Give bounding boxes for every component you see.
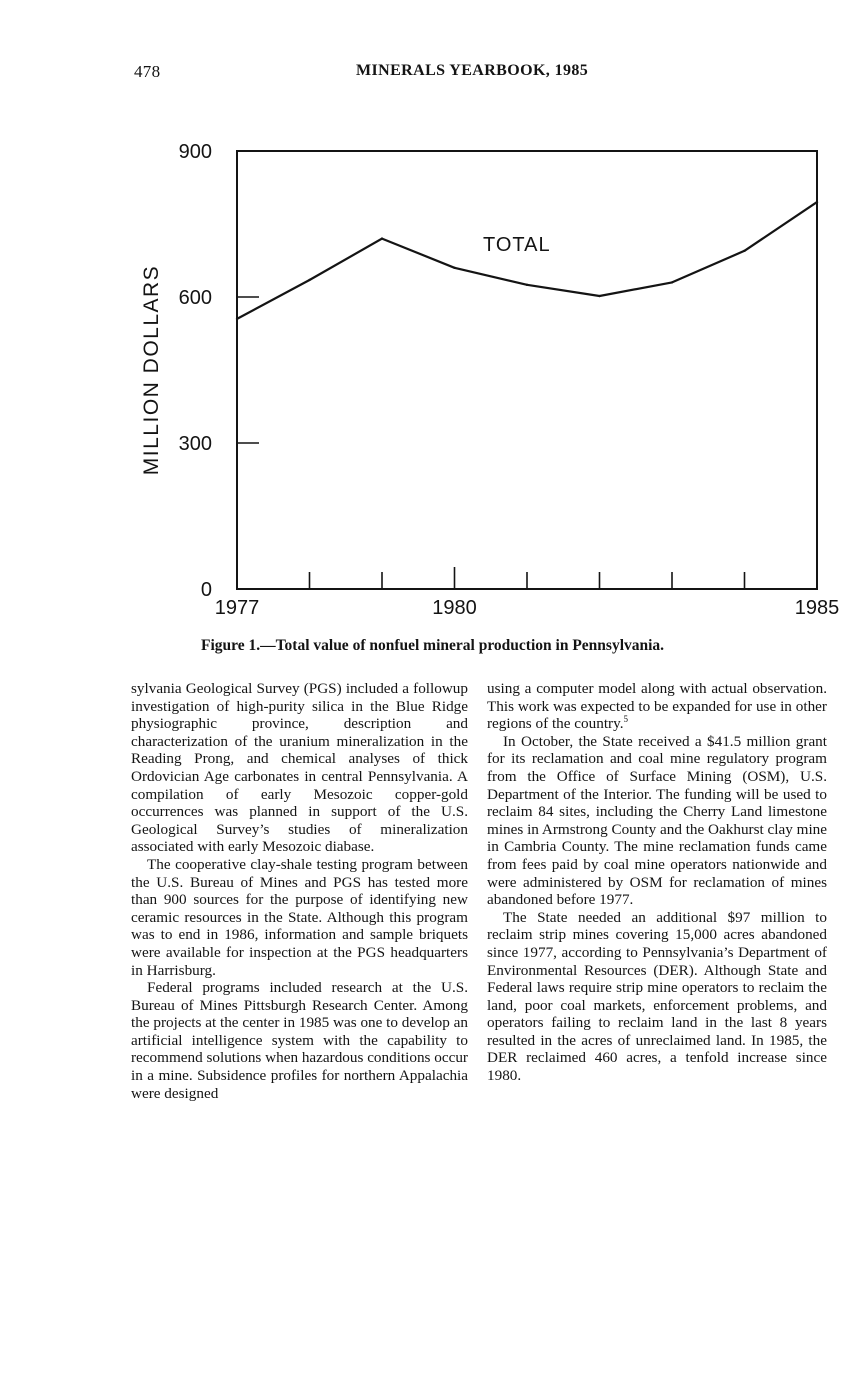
data-point [743, 250, 745, 252]
series-points [236, 201, 818, 320]
paragraph: The cooperative clay-shale testing program between the U.S. Bureau of Mines and PGS has tested more than 900 sources for the purpose of identifying new ceramic resources in the State. Although this program was to end in 1986, information and sample briquets were available for inspection at the PGS headquarters in Harrisburg. [131, 855, 468, 979]
paragraph: Federal programs included research at the U.S. Bureau of Mines Pittsburgh Research Center. Among the projects at the center in 1985 was one to develop an artificial intelligence system with the capability to recommend solutions when hazardous conditions occur in a mine. Subsidence profiles for northern Appalachia were designed [131, 979, 468, 1102]
y-axis-ticks [179, 141, 259, 601]
paragraph [487, 680, 827, 733]
data-point [236, 318, 238, 320]
y-tick-label: 900 [178, 141, 212, 163]
paragraph: sylvania Geological Survey (PGS) included a followup investigation of high-purity silica in the Blue Ridge physiographic province, description and characterization of the uranium mineralization in the Reading Prong, and chemical analyses of thick Ordovician Age carbonates in central Pennsylvania. A compilation of early Mesozoic copper-gold occurrences was planned in support of the U.S. Geological Survey’s studies of mineralization associated with early Mesozoic diabase. [131, 680, 468, 856]
paragraph: In October, the State received a $41.5 million grant for its reclamation and coal mine regulatory program from the Office of Surface Mining (OSM), U.S. Department of the Interior. The funding will be used to reclaim 84 sites, including the Cherry Land limestone mines in Armstrong County and the Oakhurst clay mine in Cambria County. The mine reclamation funds came from fees paid by coal mine operators nationwide and were administered by OSM for reclamation of mines abandoned before 1977. [487, 732, 827, 909]
y-axis-label: MILLION DOLLARS [140, 264, 163, 476]
footnote-marker: 5 [623, 714, 629, 725]
x-tick-label: 1980 [432, 597, 477, 619]
x-axis-ticks [215, 567, 840, 619]
y-tick-label: 600 [178, 287, 212, 309]
paragraph: The State needed an additional $97 million to reclaim strip mines covering 15,000 acres abandoned since 1977, according to Pennsylvania’s Department of Environmental Resources (DER). Although State and Federal laws require strip mine operators to reclaim the land, poor coal markets, enforcement problems, and operators failing to reclaim land in the last 8 years resulted in the acres of unreclaimed land. In 1985, the DER reclaimed 460 acres, a tenfold increase since 1980. [487, 908, 827, 1085]
data-point [671, 281, 673, 283]
line-chart [0, 0, 867, 630]
data-point [381, 237, 383, 239]
series-line-total [237, 202, 817, 319]
y-tick-label: 0 [200, 579, 212, 601]
running-title: MINERALS YEARBOOK, 1985 [356, 62, 589, 79]
x-tick-label: 1985 [794, 597, 840, 619]
data-point [816, 201, 818, 203]
series-label-total: TOTAL [483, 234, 551, 256]
page-number: 478 [134, 62, 161, 81]
left-column [131, 680, 468, 1102]
x-tick-label: 1977 [214, 597, 260, 619]
right-column [487, 680, 827, 1085]
figure-caption: Figure 1.—Total value of nonfuel mineral production in Pennsylvania. [201, 637, 665, 654]
paragraph-text: using a computer model along with actual observation. This work was expected to be expanded for use in other regions of the country. [487, 680, 827, 733]
data-point [308, 279, 310, 281]
data-point [598, 295, 600, 297]
data-point [526, 284, 528, 286]
plot-frame [237, 151, 817, 589]
data-point [453, 267, 455, 269]
y-tick-label: 300 [178, 433, 212, 455]
